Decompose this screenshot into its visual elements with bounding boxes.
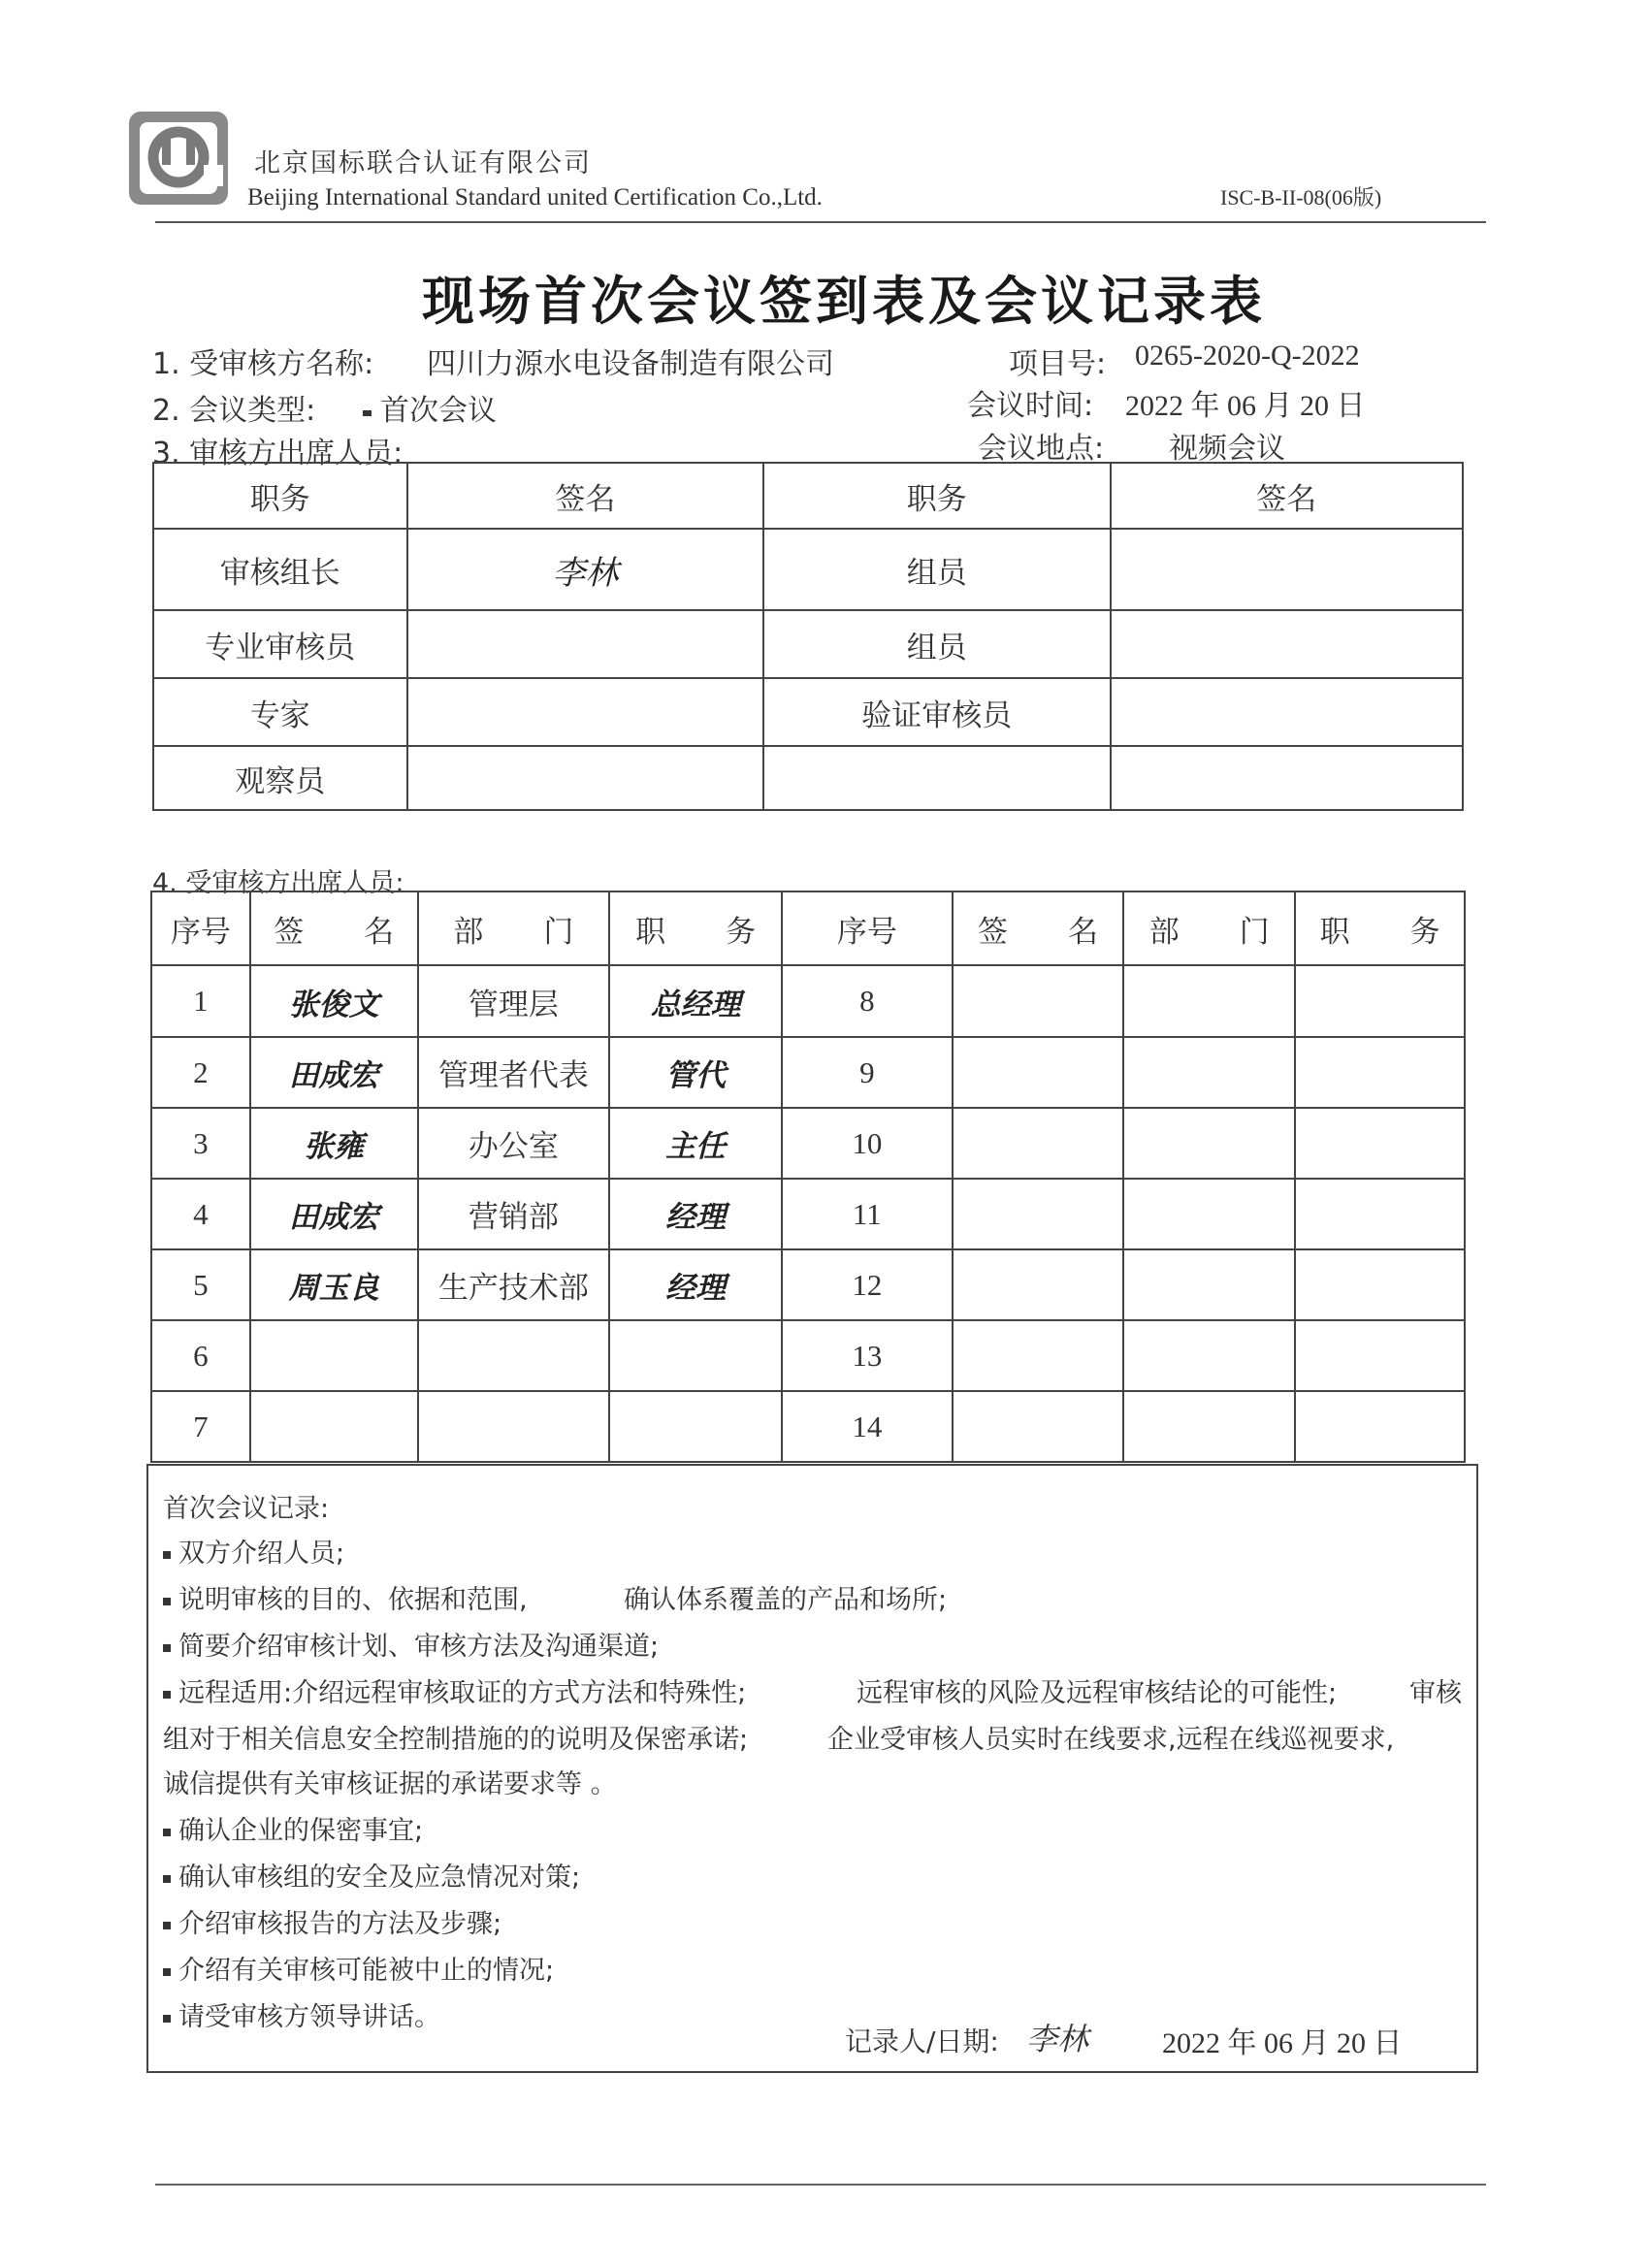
project-number-value: 0265-2020-Q-2022 bbox=[1135, 340, 1360, 372]
signature-cell: 李林 bbox=[407, 529, 763, 610]
record-item: 请受审核方领导讲话。 bbox=[163, 1995, 440, 2033]
title-cell bbox=[609, 1391, 782, 1462]
role-cell: 组员 bbox=[763, 529, 1110, 610]
bullet-icon bbox=[163, 1598, 171, 1605]
department-cell bbox=[418, 1391, 610, 1462]
header-signature: 签 名 bbox=[953, 891, 1124, 965]
row-number: 10 bbox=[782, 1108, 953, 1179]
title-cell bbox=[609, 1320, 782, 1391]
bullet-icon bbox=[163, 1968, 171, 1976]
title-cell: 经理 bbox=[609, 1249, 782, 1320]
record-item-continuation: 确认体系覆盖的产品和场所; bbox=[624, 1585, 948, 1615]
row-number: 4 bbox=[151, 1179, 250, 1249]
record-item-continuation: 诚信提供有关审核证据的承诺要求等 。 bbox=[163, 1769, 617, 1799]
document-title: 现场首次会议签到表及会议记录表 bbox=[422, 271, 1266, 332]
title-cell bbox=[1295, 1179, 1465, 1249]
row-number: 11 bbox=[782, 1179, 953, 1249]
title-cell bbox=[1295, 1037, 1465, 1108]
record-item-continuation: 企业受审核人员实时在线要求,远程在线巡视要求, bbox=[827, 1725, 1395, 1755]
header-divider bbox=[155, 221, 1486, 223]
table-row bbox=[153, 529, 1463, 610]
table-row bbox=[153, 746, 1463, 810]
title-cell: 经理 bbox=[609, 1179, 782, 1249]
header-signature: 签 名 bbox=[250, 891, 418, 965]
department-cell bbox=[1123, 1249, 1295, 1320]
auditee-name-value: 四川力源水电设备制造有限公司 bbox=[427, 347, 834, 381]
recorder-date: 2022 年 06 月 20 日 bbox=[1162, 2027, 1403, 2059]
meeting-place-label: 会议地点: bbox=[978, 432, 1105, 466]
header-title: 职 务 bbox=[609, 891, 782, 965]
record-item: 简要介绍审核计划、审核方法及沟通渠道; bbox=[163, 1625, 659, 1663]
signature-cell bbox=[407, 746, 763, 810]
record-item-continuation: 组对于相关信息安全控制措施的的说明及保密承诺; bbox=[163, 1725, 749, 1755]
role-cell: 审核组长 bbox=[153, 529, 407, 610]
signature-cell bbox=[953, 1108, 1124, 1179]
row-number: 3 bbox=[151, 1108, 250, 1179]
table-row bbox=[151, 965, 1465, 1037]
role-cell: 验证审核员 bbox=[763, 678, 1110, 746]
header-no: 序号 bbox=[151, 891, 250, 965]
meeting-type-value: 首次会议 bbox=[380, 394, 497, 428]
row-number: 9 bbox=[782, 1037, 953, 1108]
department-cell bbox=[1123, 965, 1295, 1037]
signature-cell: 张雍 bbox=[250, 1108, 418, 1179]
auditor-attendance-table bbox=[152, 462, 1464, 811]
title-cell: 总经理 bbox=[609, 965, 782, 1037]
record-item: 远程适用:介绍远程审核取证的方式方法和特殊性; bbox=[163, 1671, 746, 1709]
table-row bbox=[151, 1108, 1465, 1179]
department-cell bbox=[418, 1320, 610, 1391]
signature-cell: 周玉良 bbox=[250, 1249, 418, 1320]
record-item: 双方介绍人员; bbox=[163, 1532, 344, 1570]
department-cell bbox=[1123, 1391, 1295, 1462]
row-number: 12 bbox=[782, 1249, 953, 1320]
title-cell bbox=[1295, 965, 1465, 1037]
record-item-continuation: 审核 bbox=[1409, 1678, 1462, 1708]
bullet-icon bbox=[163, 1691, 171, 1699]
record-item: 说明审核的目的、依据和范围, bbox=[163, 1578, 528, 1616]
department-cell: 管理层 bbox=[418, 965, 610, 1037]
signature-cell bbox=[250, 1391, 418, 1462]
company-name-en: Beijing International Standard united Certification Co.,Ltd. bbox=[247, 184, 823, 211]
record-item-continuation: 远程审核的风险及远程审核结论的可能性; bbox=[857, 1678, 1338, 1708]
signature-cell bbox=[953, 1249, 1124, 1320]
footer-divider bbox=[155, 2184, 1486, 2186]
row-number: 5 bbox=[151, 1249, 250, 1320]
signature-cell bbox=[953, 1179, 1124, 1249]
row-number: 13 bbox=[782, 1320, 953, 1391]
header-role: 职务 bbox=[763, 463, 1110, 529]
record-item: 介绍有关审核可能被中止的情况; bbox=[163, 1949, 554, 1987]
table-row bbox=[151, 1179, 1465, 1249]
table-row bbox=[153, 678, 1463, 746]
signature-cell bbox=[953, 1037, 1124, 1108]
recorder-signature: 李林 bbox=[1026, 2021, 1089, 2057]
bullet-icon bbox=[163, 1829, 171, 1836]
header-department: 部 门 bbox=[418, 891, 610, 965]
table-header-row bbox=[151, 891, 1465, 965]
row-number: 14 bbox=[782, 1391, 953, 1462]
signature-cell bbox=[953, 965, 1124, 1037]
department-cell bbox=[1123, 1179, 1295, 1249]
signature-cell: 田成宏 bbox=[250, 1179, 418, 1249]
title-cell: 管代 bbox=[609, 1037, 782, 1108]
header-no: 序号 bbox=[782, 891, 953, 965]
header-title: 职 务 bbox=[1295, 891, 1465, 965]
table-row bbox=[151, 1320, 1465, 1391]
signature-cell bbox=[1111, 610, 1463, 678]
title-cell bbox=[1295, 1249, 1465, 1320]
recorder-label: 记录人/日期: bbox=[845, 2025, 999, 2057]
role-cell: 组员 bbox=[763, 610, 1110, 678]
role-cell: 专业审核员 bbox=[153, 610, 407, 678]
table-row bbox=[151, 1037, 1465, 1108]
bullet-icon bbox=[163, 1875, 171, 1883]
signature-cell bbox=[407, 678, 763, 746]
auditor-attendees-label: 3. 审核方出席人员: bbox=[152, 437, 404, 470]
department-cell bbox=[1123, 1320, 1295, 1391]
department-cell bbox=[1123, 1108, 1295, 1179]
table-row bbox=[151, 1249, 1465, 1320]
meeting-type-label: 2. 会议类型: bbox=[152, 394, 316, 428]
signature-cell: 张俊文 bbox=[250, 965, 418, 1037]
signature-cell bbox=[1111, 678, 1463, 746]
meeting-type-bullet bbox=[363, 410, 372, 416]
table-header-row bbox=[153, 463, 1463, 529]
header-signature: 签名 bbox=[1111, 463, 1463, 529]
role-cell bbox=[763, 746, 1110, 810]
department-cell bbox=[1123, 1037, 1295, 1108]
department-cell: 生产技术部 bbox=[418, 1249, 610, 1320]
auditee-attendance-table bbox=[150, 891, 1466, 1463]
company-logo bbox=[126, 109, 231, 208]
meeting-time-label: 会议时间: bbox=[967, 389, 1094, 423]
row-number: 6 bbox=[151, 1320, 250, 1391]
row-number: 7 bbox=[151, 1391, 250, 1462]
signature-cell bbox=[407, 610, 763, 678]
auditee-name-label: 1. 受审核方名称: bbox=[152, 347, 374, 381]
signature-cell bbox=[250, 1320, 418, 1391]
signature-cell bbox=[953, 1391, 1124, 1462]
role-cell: 专家 bbox=[153, 678, 407, 746]
row-number: 1 bbox=[151, 965, 250, 1037]
company-name-cn: 北京国标联合认证有限公司 bbox=[254, 148, 592, 178]
row-number: 2 bbox=[151, 1037, 250, 1108]
header-signature: 签名 bbox=[407, 463, 763, 529]
title-cell bbox=[1295, 1391, 1465, 1462]
signature-cell bbox=[1111, 529, 1463, 610]
project-number-label: 项目号: bbox=[1009, 347, 1107, 381]
header-department: 部 门 bbox=[1123, 891, 1295, 965]
record-item: 介绍审核报告的方法及步骤; bbox=[163, 1902, 501, 1940]
table-row bbox=[151, 1391, 1465, 1462]
meeting-time-value: 2022 年 06 月 20 日 bbox=[1125, 390, 1366, 422]
bullet-icon bbox=[163, 1551, 171, 1559]
record-title: 首次会议记录: bbox=[163, 1494, 330, 1524]
auditee-attendees-label: 4. 受审核方出席人员: bbox=[152, 868, 404, 898]
header-role: 职务 bbox=[153, 463, 407, 529]
department-cell: 管理者代表 bbox=[418, 1037, 610, 1108]
table-row bbox=[153, 610, 1463, 678]
signature-cell bbox=[1111, 746, 1463, 810]
row-number: 8 bbox=[782, 965, 953, 1037]
record-item: 确认审核组的安全及应急情况对策; bbox=[163, 1856, 580, 1894]
signature-cell: 田成宏 bbox=[250, 1037, 418, 1108]
title-cell: 主任 bbox=[609, 1108, 782, 1179]
meeting-place-value: 视频会议 bbox=[1169, 432, 1285, 466]
role-cell: 观察员 bbox=[153, 746, 407, 810]
meeting-record-box bbox=[146, 1464, 1478, 2073]
department-cell: 办公室 bbox=[418, 1108, 610, 1179]
title-cell bbox=[1295, 1108, 1465, 1179]
department-cell: 营销部 bbox=[418, 1179, 610, 1249]
record-item: 确认企业的保密事宜; bbox=[163, 1809, 423, 1847]
bullet-icon bbox=[163, 1922, 171, 1929]
title-cell bbox=[1295, 1320, 1465, 1391]
bullet-icon bbox=[163, 2015, 171, 2023]
form-code: ISC-B-II-08(06版) bbox=[1220, 185, 1382, 210]
signature-cell bbox=[953, 1320, 1124, 1391]
bullet-icon bbox=[163, 1644, 171, 1652]
